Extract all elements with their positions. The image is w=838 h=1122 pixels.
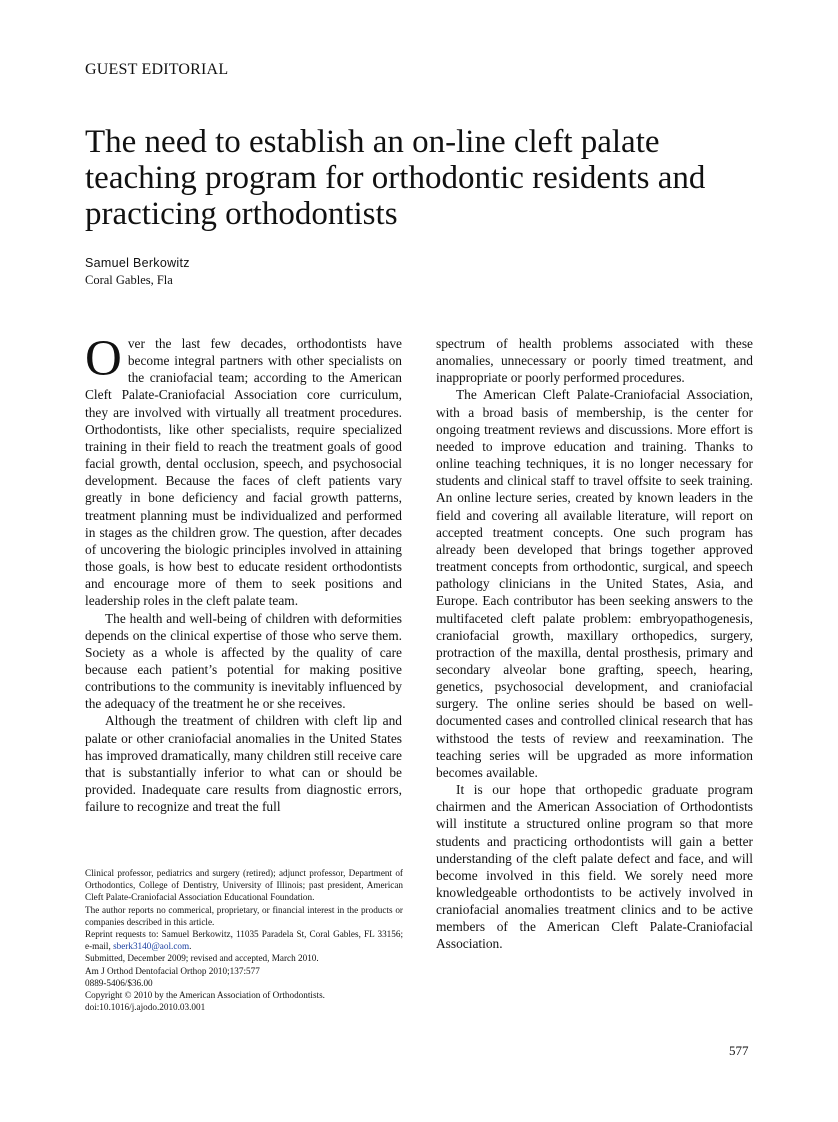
paragraph: It is our hope that orthopedic graduate program chairmen and the American Association of Orthodontists will institute a structured online program so that more students and practicing orthodontists will gain a better understanding of the cleft palate defect and face, and will become involved in this field. We sorely need more knowledgeable orthodontists to be actively involved in craniofacial anomalies treatment clinics and to be active members of the American Cleft Palate-Craniofacial Association. bbox=[436, 782, 753, 952]
paragraph: spectrum of health problems associated with these anomalies, unnecessary or poorly timed treatment, and inappropriate or poorly performed procedures. bbox=[436, 336, 753, 386]
paragraph: Although the treatment of children with cleft lip and palate or other craniofacial anomalies in the United States has improved dramatically, many children still receive care that is substantially inferior to what can or should be provided. Inadequate care results from diagnostic errors, failure to recognize and treat the full bbox=[85, 713, 402, 815]
paragraph bbox=[85, 331, 402, 610]
left-column bbox=[85, 331, 402, 815]
footnote-citation: Am J Orthod Dentofacial Orthop 2010;137:577 bbox=[85, 965, 260, 976]
author-affiliation: Coral Gables, Fla bbox=[85, 273, 173, 287]
article-title: The need to establish an on-line cleft palate teaching program for orthodontic residents and practicing orthodontists bbox=[85, 124, 706, 232]
footnote-doi: doi:10.1016/j.ajodo.2010.03.001 bbox=[85, 1002, 206, 1013]
paragraph-text: ver the last few decades, orthodontists have become integral partners with other specialists on the craniofacial team; according to the American Cleft Palate-Craniofacial Association core curriculum, they are involved with virtually all treatment procedures. Orthodontists, like other specialists, require specialized training in their field to reach the treatment goals of good facial growth, dental occlusion, speech, and psychosocial development. Because the faces of cleft patients vary greatly in bone deficiency and facial growth patterns, treatment planning must be individualized and performed in stages as the children grow. The question, after decades of uncovering the biologic principles involved in attaining those goals, is how best to educate resident orthodontists and encourage more of them to seek positions and leadership roles in the cleft palate team. bbox=[85, 336, 402, 609]
footnote-submitted: Submitted, December 2009; revised and accepted, March 2010. bbox=[85, 953, 319, 964]
email-link[interactable]: sberk3140@aol.com bbox=[113, 941, 190, 952]
footnote-issn: 0889-5406/$36.00 bbox=[85, 977, 153, 988]
page-number: 577 bbox=[729, 1043, 749, 1058]
paragraph: The American Cleft Palate-Craniofacial Association, with a broad basis of membership, is the center for ongoing treatment reviews and discussions. More effort is needed to improve education and training. Thanks to online teaching techniques, it is no longer necessary for students and clinical staff to travel offsite to seek training. An online lecture series, created by known leaders in the field and covering all available literature, will report on accepted treatment concepts. One such program has already been developed that brings together approved treatment concepts from orthodontic, surgical, and speech pathology clinicians in the United States, Asia, and Europe. Each contributor has been seeking answers to the multifaceted cleft palate problem: embryopathogenesis, craniofacial growth, maxillary orthopedics, surgery, protraction of the maxilla, dental prosthesis, primary and secondary alveolar bone grafting, speech, hearing, genetics, psychosocial development, and craniofacial surgery. The online series should be based on well-documented cases and controlled clinical research that has withstood the tests of review and reexamination. The teaching series will be upgraded as more information becomes available. bbox=[436, 387, 753, 780]
reprint-text: Reprint requests to: Samuel Berkowitz, 11035 Paradela St, Coral Gables, FL 33156; e-mail, bbox=[85, 929, 403, 952]
section-label: GUEST EDITORIAL bbox=[85, 61, 229, 78]
right-column bbox=[436, 335, 753, 953]
footnote-disclosure: The author reports no commerical, proprietary, or financial interest in the products or companies described in this article. bbox=[85, 904, 403, 927]
drop-cap: O bbox=[85, 331, 122, 387]
author-name: Samuel Berkowitz bbox=[85, 256, 190, 270]
reprint-suffix: . bbox=[189, 941, 192, 952]
footnote-copyright: Copyright © 2010 by the American Association of Orthodontists. bbox=[85, 990, 325, 1001]
footnote-affiliation: Clinical professor, pediatrics and surgery (retired); adjunct professor, Department of Orthodontics, College of Dentistry, University of Illinois; past president, American Cleft Palate-Craniofacial Association Educational Foundation. bbox=[85, 868, 403, 903]
footnote-reprint bbox=[85, 928, 403, 952]
paragraph: The health and well-being of children with deformities depends on the clinical expertise of those who serve them. Society as a whole is affected by the quality of care because each patient’s potential for making positive contributions to the community is inevitably influenced by the adequacy of the treatment he or she receives. bbox=[85, 610, 402, 712]
footnotes bbox=[85, 867, 403, 1013]
